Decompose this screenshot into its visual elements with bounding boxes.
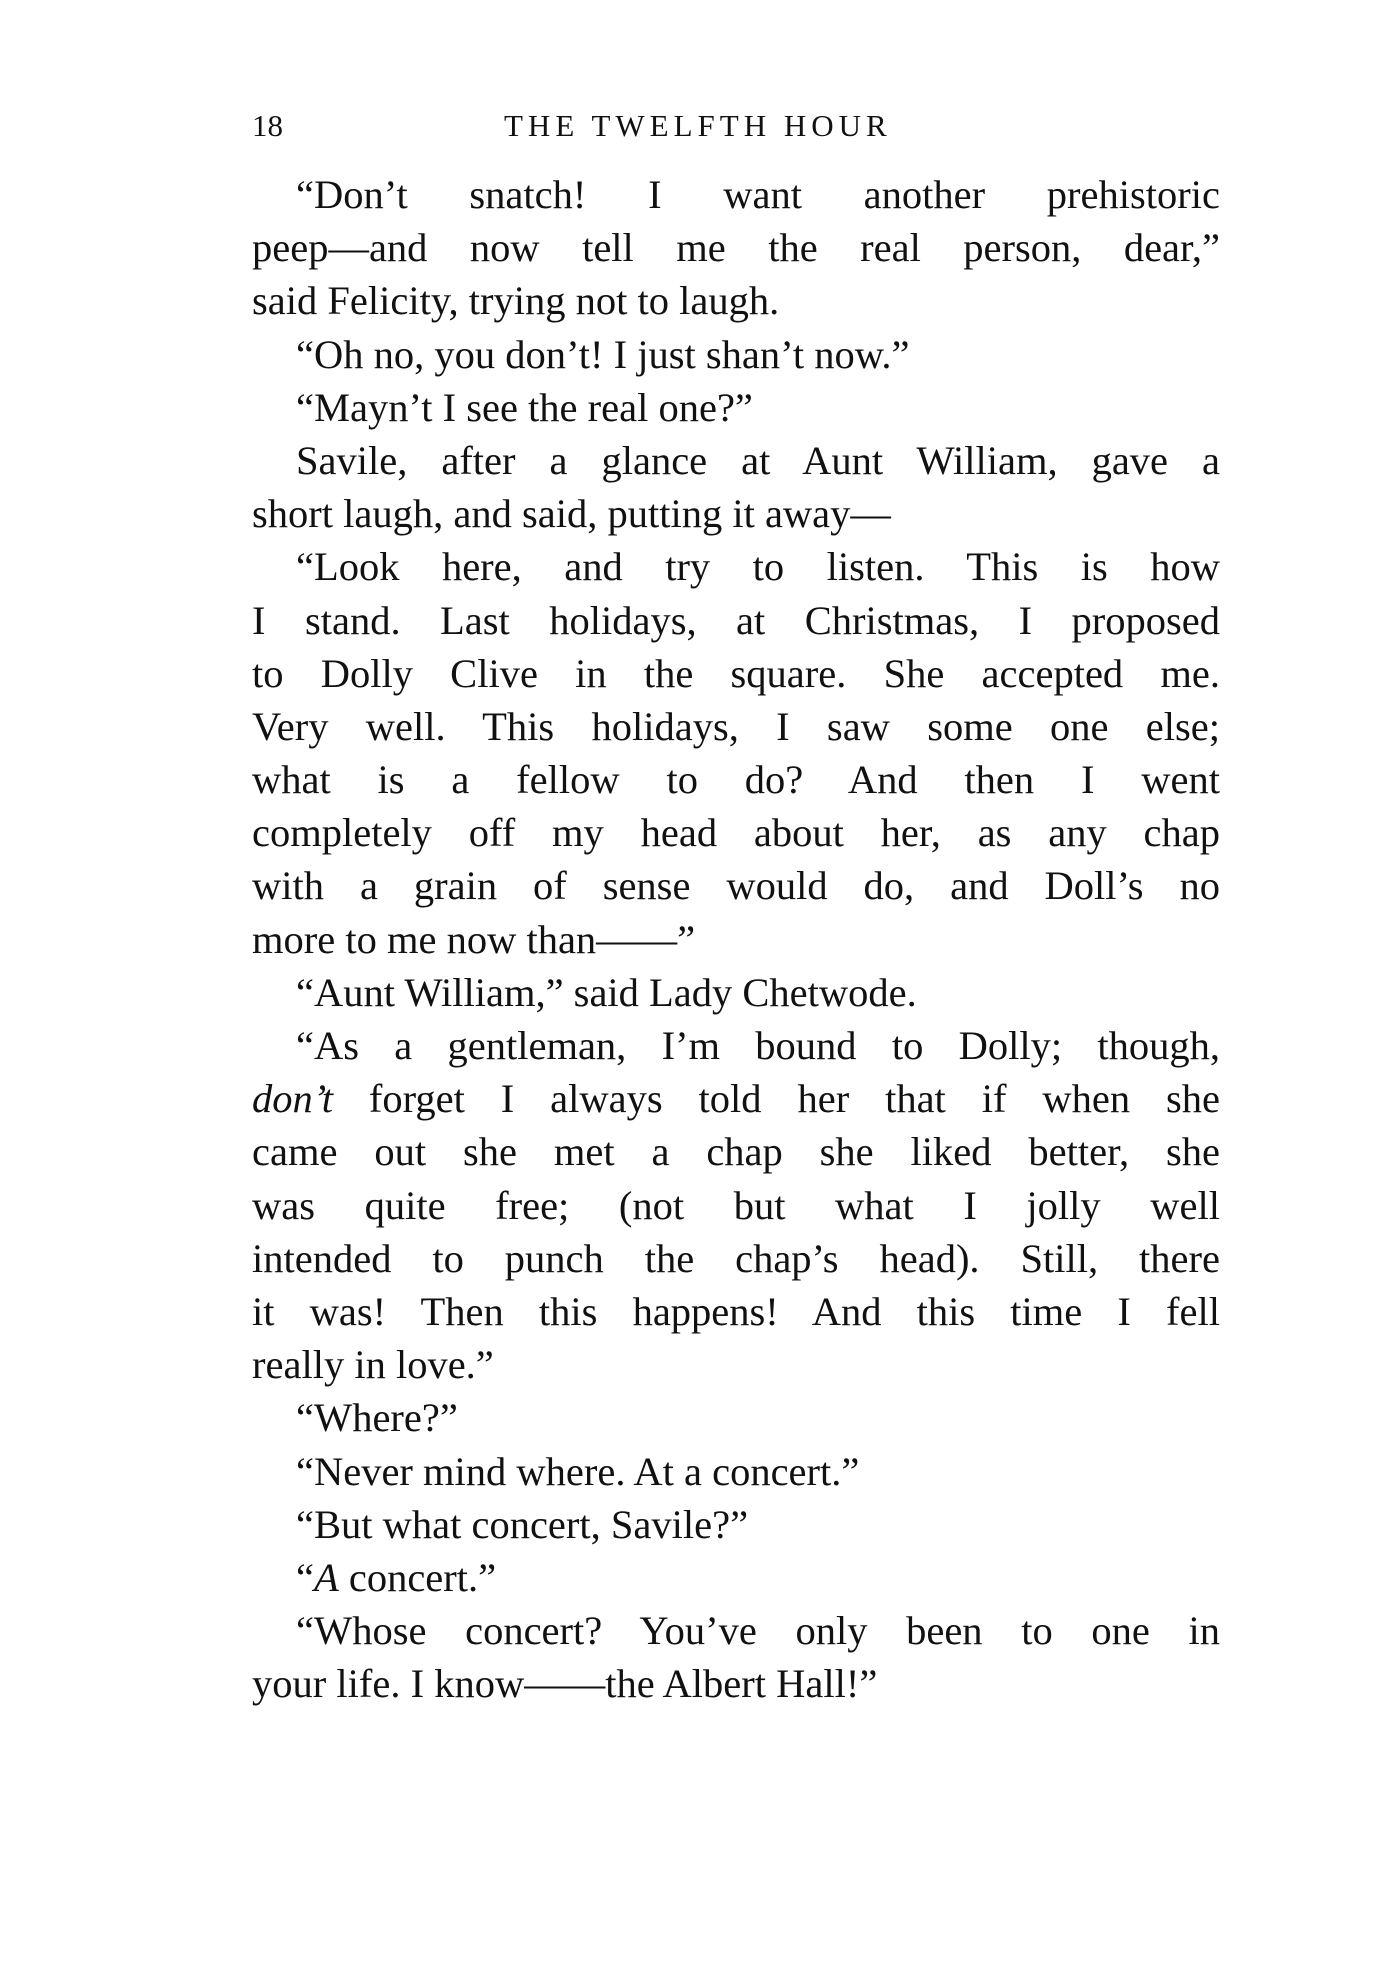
text-line: peep—and now tell me the real person, dear,” [252, 225, 1220, 271]
line-prefix: “ [296, 1554, 314, 1600]
text-line: to Dolly Clive in the square. She accepted me. [252, 650, 1220, 696]
text-line: “But what concert, Savile?” [296, 1501, 749, 1547]
text-line: it was! Then this happens! And this time I fell [252, 1288, 1220, 1334]
text-line-with-italic [252, 1551, 1220, 1604]
text-line: more to me now than——” [252, 916, 696, 962]
book-title: THE TWELFTH HOUR [504, 108, 892, 143]
text-line: “Don’t snatch! I want another prehistoric [296, 172, 1220, 217]
text-line: Very well. This holidays, I saw some one else; [252, 703, 1220, 749]
text-line: was quite free; (not but what I jolly well [252, 1182, 1220, 1228]
text-line: really in love.” [252, 1342, 494, 1388]
text-line: “Mayn’t I see the real one?” [296, 384, 753, 430]
text-line: “Oh no, you don’t! I just shan’t now.” [296, 331, 910, 377]
text-line: with a grain of sense would do, and Doll’s no [252, 863, 1220, 909]
running-head [252, 108, 1220, 152]
text-line: “Whose concert? You’ve only been to one in [296, 1608, 1220, 1654]
text-line: I stand. Last holidays, at Christmas, I proposed [252, 597, 1220, 643]
page-number: 18 [252, 108, 283, 143]
body-text [252, 168, 1220, 1710]
text-line: “Where?” [296, 1395, 458, 1441]
text-line: what is a fellow to do? And then I went [252, 757, 1220, 803]
text-line: “Aunt William,” said Lady Chetwode. [296, 969, 917, 1015]
text-line: came out she met a chap she liked better, she [252, 1129, 1220, 1175]
italic-word: A [313, 1554, 339, 1600]
line-remainder: concert.” [338, 1554, 497, 1600]
text-line: completely off my head about her, as any chap [252, 810, 1220, 856]
line-remainder: forget I always told her that if when she [333, 1076, 1220, 1122]
text-line: Savile, after a glance at Aunt William, gave a [296, 437, 1220, 483]
text-line: said Felicity, trying not to laugh. [252, 278, 780, 324]
text-line: your life. I know——the Albert Hall!” [252, 1661, 878, 1707]
text-line: short laugh, and said, putting it away— [252, 491, 891, 537]
text-line: intended to punch the chap’s head). Still, there [252, 1235, 1220, 1281]
text-line: “Look here, and try to listen. This is how [296, 544, 1220, 590]
text-line-with-italic [252, 1072, 1220, 1125]
italic-word: don’t [252, 1076, 333, 1122]
text-line: “As a gentleman, I’m bound to Dolly; though, [296, 1023, 1220, 1068]
text-line: “Never mind where. At a concert.” [296, 1448, 860, 1494]
